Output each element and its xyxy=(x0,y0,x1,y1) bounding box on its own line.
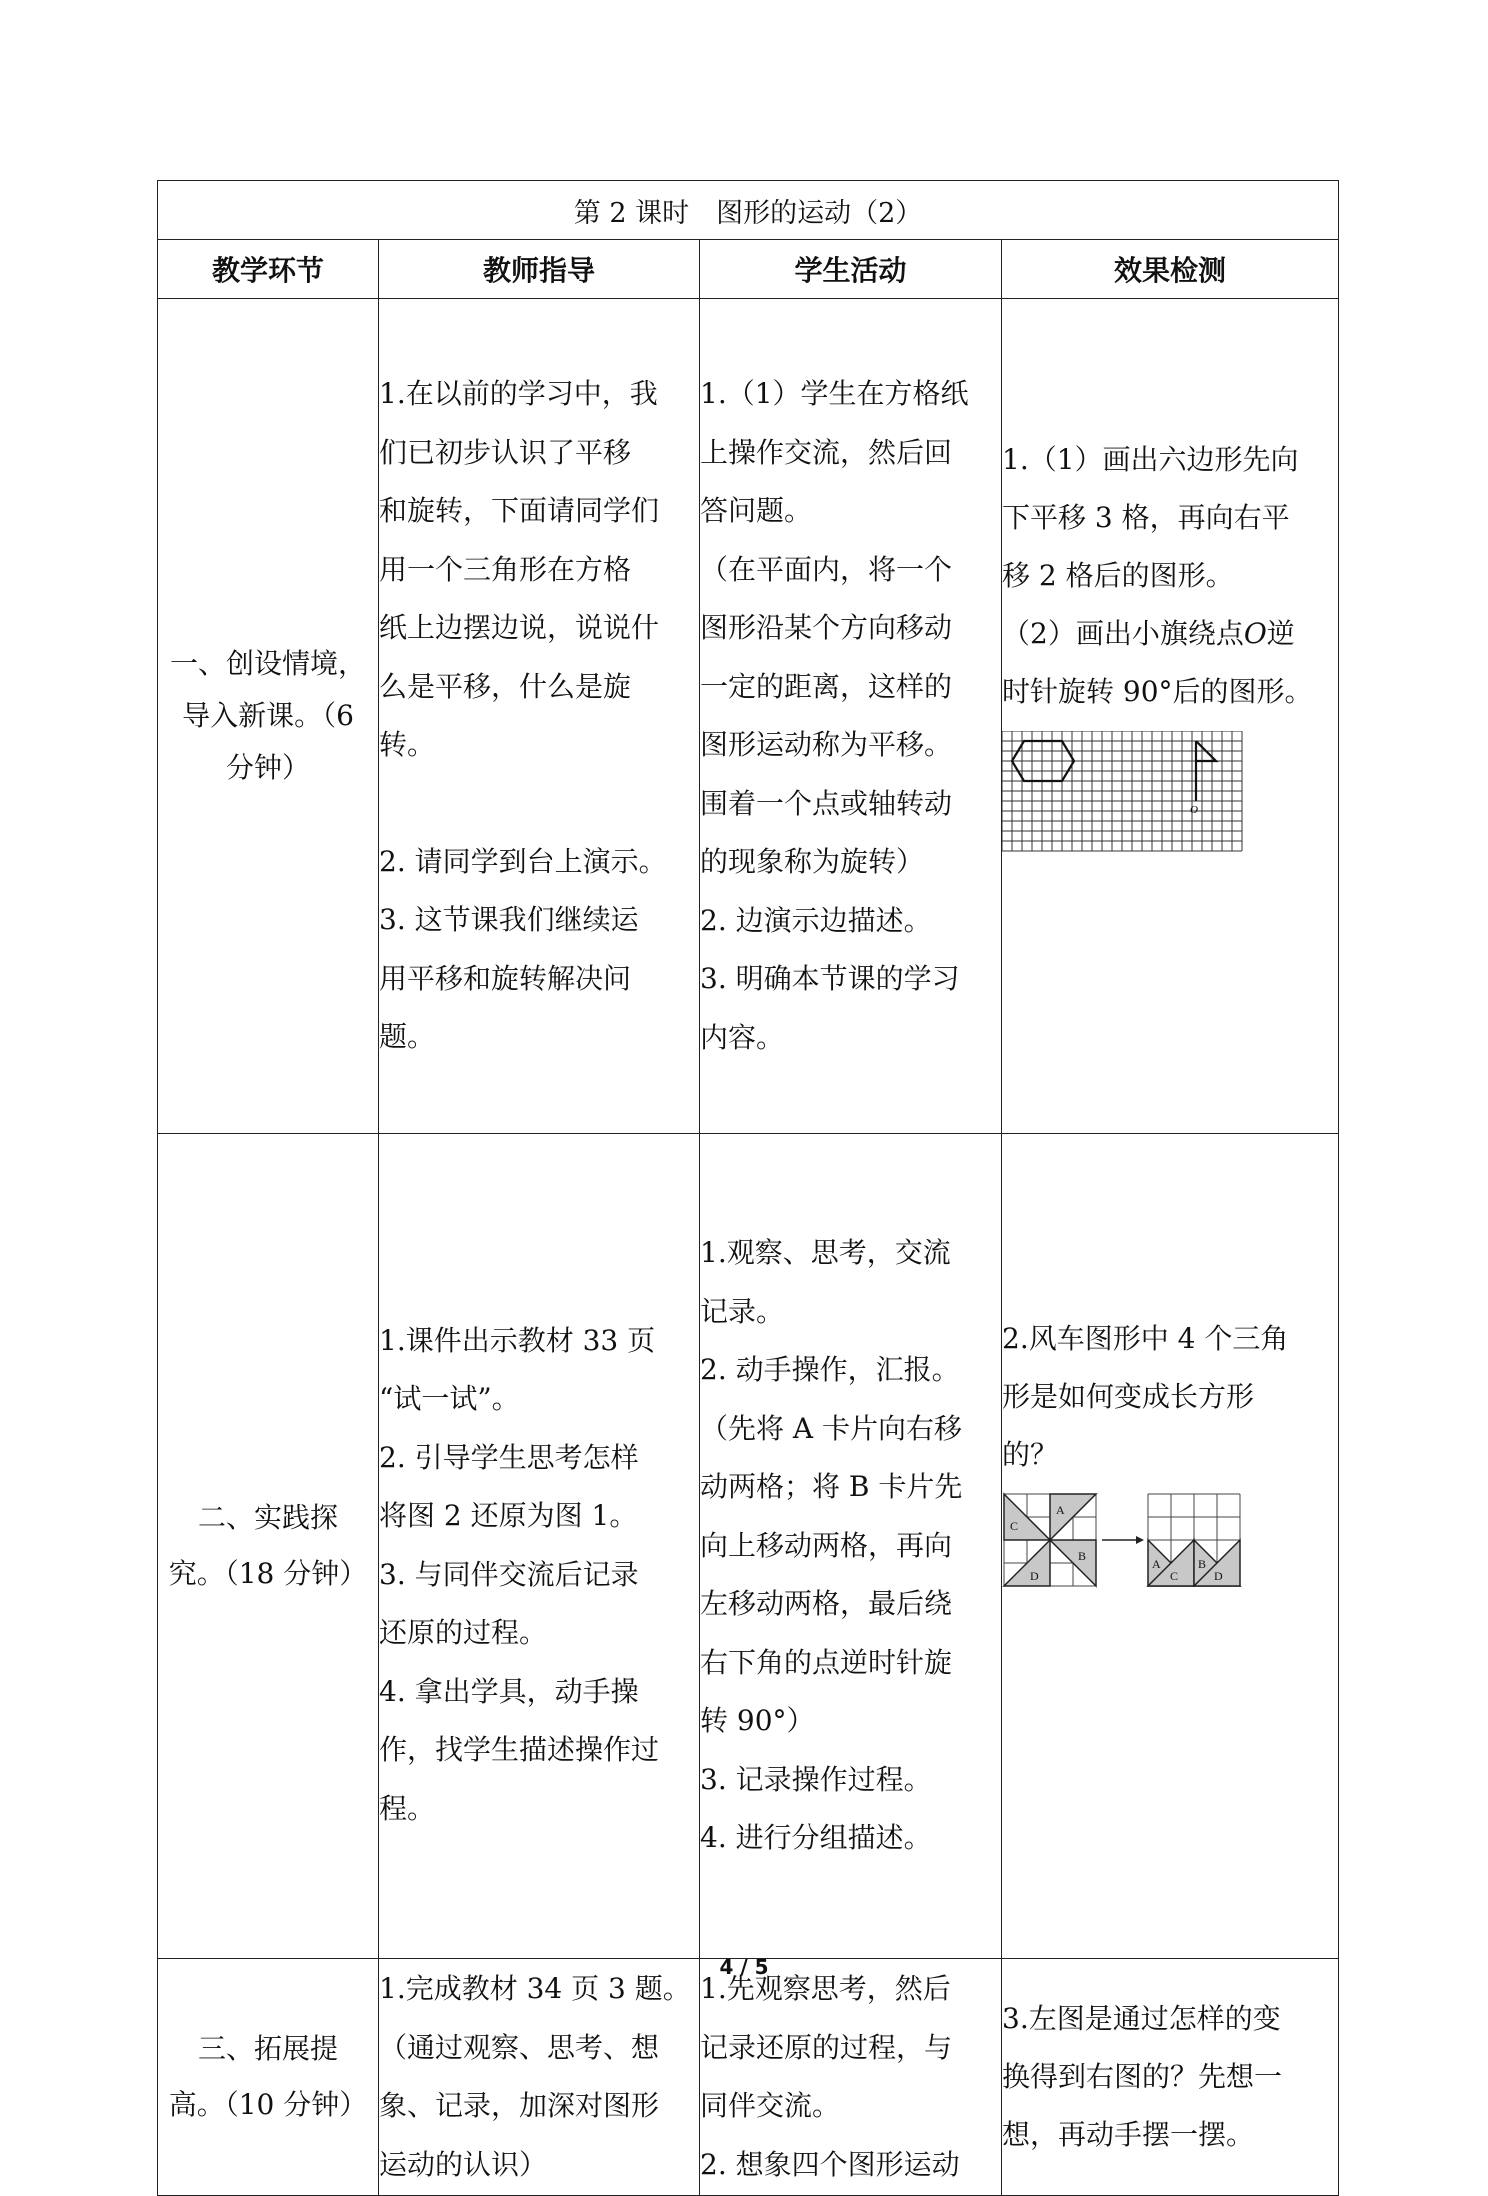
text-line: 上操作交流，然后回 xyxy=(700,435,953,469)
label-b: B xyxy=(1078,1549,1087,1563)
text-line: 左移动两格，最后绕 xyxy=(700,1587,953,1621)
text-line: 转。 xyxy=(379,728,436,762)
text-line: 向上移动两格，再向 xyxy=(700,1528,953,1562)
text-line: 记录。 xyxy=(700,1294,785,1328)
text-line: “试一试”。 xyxy=(379,1382,520,1416)
text-line: 同伴交流。 xyxy=(700,2089,841,2122)
label-a: A xyxy=(1056,1503,1065,1517)
teacher-cell xyxy=(379,299,700,1134)
table-row xyxy=(158,299,1339,1134)
text-line: 程。 xyxy=(379,1791,436,1825)
spacer xyxy=(379,775,699,833)
text-line: 2. 想象四个图形运动 xyxy=(700,2147,960,2181)
text-line: 题。 xyxy=(379,1020,436,1054)
teacher-cell xyxy=(379,1959,700,2196)
stage-cell xyxy=(158,1959,379,2196)
stage-line: 一、创设情境， xyxy=(169,647,366,680)
text-line: （2）画出小旗绕点O逆 xyxy=(1002,617,1295,650)
text-line: 1.（1）学生在方格纸 xyxy=(700,377,969,410)
text-line: 2. 边演示边描述。 xyxy=(700,903,932,937)
header-student: 学生活动 xyxy=(700,240,1002,299)
text-line: 纸上边摆边说，说说什 xyxy=(379,611,660,645)
text-line: 用一个三角形在方格 xyxy=(379,552,632,586)
pinwheel-figure xyxy=(1002,1492,1248,1592)
label-b2: B xyxy=(1198,1557,1207,1571)
check-cell xyxy=(1002,299,1339,1134)
text-line: 2. 引导学生思考怎样 xyxy=(379,1440,639,1474)
student-cell xyxy=(700,1134,1002,1959)
text-line: 围着一个点或轴转动 xyxy=(700,786,953,820)
stage-cell xyxy=(158,299,379,1134)
text-line: 形是如何变成长方形 xyxy=(1002,1380,1255,1413)
text-line: 答问题。 xyxy=(700,494,813,527)
header-stage: 教学环节 xyxy=(158,240,379,299)
text-line: 记录还原的过程，与 xyxy=(700,2030,953,2064)
stage-line: 究。（18 分钟） xyxy=(168,1557,368,1590)
text-line: 3. 与同伴交流后记录 xyxy=(379,1557,639,1591)
text-line: （通过观察、思考、想 xyxy=(379,2030,660,2064)
text-line: 2. 请同学到台上演示。 xyxy=(379,844,667,878)
text-line: 1.课件出示教材 33 页 xyxy=(379,1323,656,1357)
text-line: 1.先观察思考，然后 xyxy=(700,1972,951,2005)
text-line: 移 2 格后的图形。 xyxy=(1002,559,1234,592)
text-line: 右下角的点逆时针旋 xyxy=(700,1645,953,1679)
student-cell xyxy=(700,299,1002,1134)
text-line: 4. 进行分组描述。 xyxy=(700,1821,932,1855)
stage-line: 二、实践探 xyxy=(197,1501,338,1534)
header-row xyxy=(158,240,1339,299)
text-line: 转 90°） xyxy=(700,1704,815,1738)
text-line: 一定的距离，这样的 xyxy=(700,669,953,703)
text-line: 还原的过程。 xyxy=(379,1616,548,1650)
page-number: 4 / 5 xyxy=(719,1955,769,1979)
text-line: 的？ xyxy=(1002,1438,1059,1471)
text-line: 图形沿某个方向移动 xyxy=(700,611,953,644)
text-line: 换得到右图的？先想一 xyxy=(1002,2060,1283,2093)
stage-line: 高。（10 分钟） xyxy=(168,2088,368,2121)
text-line: 1.观察、思考，交流 xyxy=(700,1236,951,1270)
text-line: 1.（1）画出六边形先向 xyxy=(1002,443,1299,476)
text-line: 2. 动手操作，汇报。 xyxy=(700,1353,960,1387)
text-line: 们已初步认识了平移 xyxy=(379,435,632,469)
stage-line: 分钟） xyxy=(225,751,310,784)
text-line: （在平面内，将一个 xyxy=(700,552,953,586)
stage-line: 导入新课。（6 xyxy=(182,699,354,732)
pinwheel-triangles xyxy=(1004,1494,1096,1586)
text-line: 作，找学生描述操作过 xyxy=(379,1733,660,1767)
text-line: 动两格；将 B 卡片先 xyxy=(700,1470,963,1504)
text-line: （先将 A 卡片向右移 xyxy=(700,1411,963,1445)
teacher-cell xyxy=(379,1134,700,1959)
text-line: 2.风车图形中 4 个三角 xyxy=(1002,1322,1289,1355)
stage-line: 三、拓展提 xyxy=(197,2032,338,2065)
text-line: 内容。 xyxy=(700,1020,785,1054)
stage-cell xyxy=(158,1134,379,1959)
text-line: 将图 2 还原为图 1。 xyxy=(379,1499,638,1533)
table-title: 第 2 课时 图形的运动（2） xyxy=(158,181,1339,240)
point-o-label: O xyxy=(1190,804,1198,816)
text-line: 的现象称为旋转） xyxy=(700,845,925,878)
text-line: 1.完成教材 34 页 3 题。 xyxy=(379,1972,691,2005)
check-cell xyxy=(1002,1959,1339,2196)
text-line: 么是平移，什么是旋 xyxy=(379,669,632,703)
text-line: 运动的认识） xyxy=(379,2147,548,2181)
text-line: 象、记录，加深对图形 xyxy=(379,2089,660,2122)
rectangle-triangles xyxy=(1148,1540,1240,1586)
text-line: 3. 明确本节课的学习 xyxy=(700,962,960,995)
text-line: 1.在以前的学习中，我 xyxy=(379,377,658,411)
grid-figure xyxy=(1002,731,1248,853)
arrow-head xyxy=(1136,1536,1144,1544)
text-line: 和旋转，下面请同学们 xyxy=(379,494,660,528)
text-line: 3.左图是通过怎样的变 xyxy=(1002,2002,1281,2035)
table-row xyxy=(158,1134,1339,1959)
lesson-plan-table xyxy=(157,180,1339,2196)
point-label: O xyxy=(1243,617,1267,650)
text-line: 图形运动称为平移。 xyxy=(700,728,953,761)
label-c2: C xyxy=(1170,1569,1179,1583)
student-cell xyxy=(700,1959,1002,2196)
text-line: 4. 拿出学具，动手操 xyxy=(379,1674,639,1708)
text-line: 3. 记录操作过程。 xyxy=(700,1762,932,1796)
text-line: 想，再动手摆一摆。 xyxy=(1002,2118,1255,2151)
text-line: 3. 这节课我们继续运 xyxy=(379,903,639,937)
label-d2: D xyxy=(1214,1569,1223,1583)
header-teacher: 教师指导 xyxy=(379,240,700,299)
text-line: 用平移和旋转解决问 xyxy=(379,961,632,995)
header-check: 效果检测 xyxy=(1002,240,1339,299)
text-line: 时针旋转 90°后的图形。 xyxy=(1002,675,1313,708)
text-line: 下平移 3 格，再向右平 xyxy=(1002,501,1290,534)
label-d: D xyxy=(1030,1569,1039,1583)
check-cell xyxy=(1002,1134,1339,1959)
label-c: C xyxy=(1010,1519,1019,1533)
label-a2: A xyxy=(1152,1557,1161,1571)
table-row xyxy=(158,1959,1339,2196)
